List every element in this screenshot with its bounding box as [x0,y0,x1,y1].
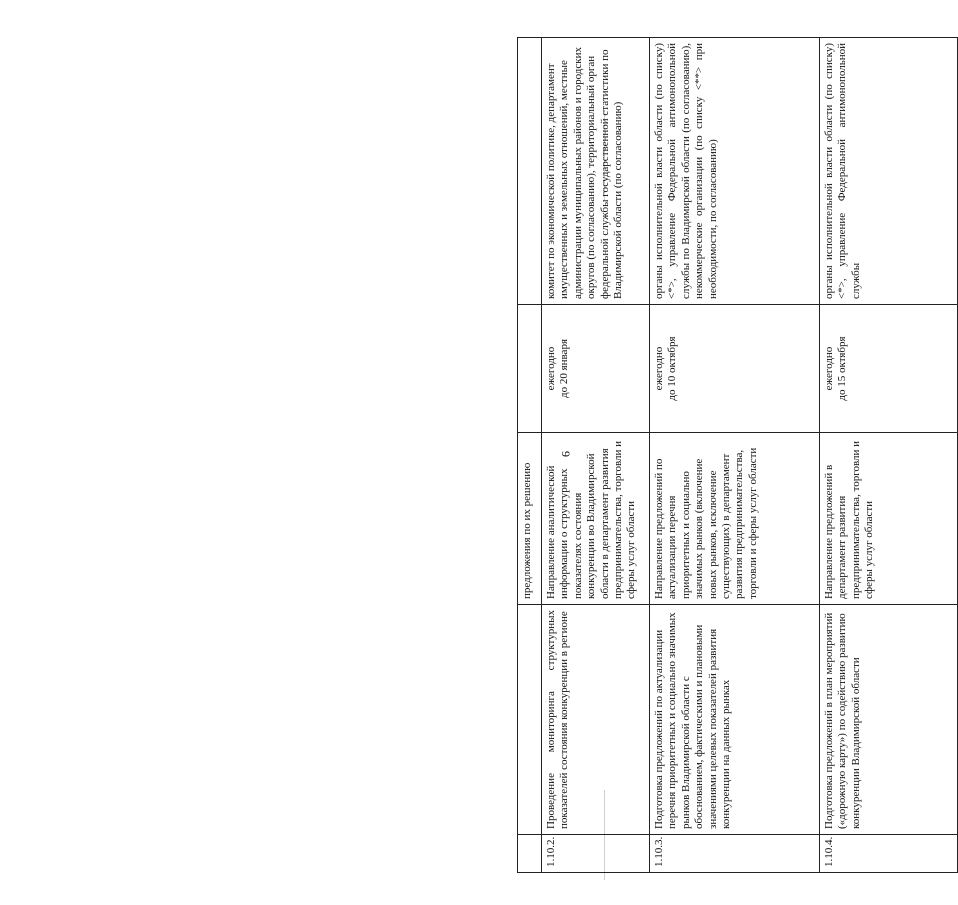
responsible-cell: органы исполнительной власти области (по списку) <*>, управление Федеральной антимонопольной службы по Владимирской области (по согласованию), некоммерческие организации (по списку <**> при необходимости, по согласованию) [650,38,820,305]
header-cell-result: предложения по их решению [518,433,542,605]
rotated-table-wrapper [517,38,957,873]
event-cell: Подготовка предложений по актуализации перечня приоритетных и социально значимых рынков Владимирской области с обоснованием, фактическими и плановыми значениями целевых показателей развития конкуренции на данных рынках [650,605,820,835]
page-number: 9 [559,451,573,457]
row-number: 1.10.2. [542,835,650,873]
table-row [650,38,820,873]
result-cell: Направление предложений по актуализации перечня приоритетных и социально значимых рынков (включение новых рынков, исключение существующих) в департамент развития предпринимательства, торговли и сферы услуг области [650,433,820,605]
deadline-date: до 20 января [558,338,571,399]
event-cell: Проведение мониторинга структурных показателей состояния конкуренции в регионе [542,605,650,835]
deadline-date: до 10 октября [666,336,679,401]
deadline-frequency: ежегодно [823,346,835,391]
table-row [820,38,958,873]
result-cell: Направление предложений в департамент развития предпринимательства, торговли и сферы услуг области [820,433,958,605]
header-cell-responsible [518,38,542,305]
event-cell: Подготовка предложений в план мероприятий («дорожную карту») по содействию развитию конкуренции Владимирской области [820,605,958,835]
responsible-cell: комитет по экономической политике, департамент имущественных и земельных отношений, местные администрации муниципальных районов и городских округов (по согласованию), территориальный орган федеральной службы государственной статистики по Владимирской области (по согласованию) [542,38,650,305]
deadline-frequency: ежегодно [653,346,665,391]
document-page [77,38,876,873]
header-cell-num [518,835,542,873]
deadline-cell [820,305,958,433]
header-cell-event [518,605,542,835]
deadline-cell [542,305,650,433]
deadline-cell [650,305,820,433]
deadline-date: до 15 октября [836,336,849,401]
row-number: 1.10.4. [820,835,958,873]
measures-table [517,37,958,873]
table-header-row [518,38,542,873]
header-cell-deadline [518,305,542,433]
deadline-frequency: ежегодно [545,346,557,391]
row-number: 1.10.3. [650,835,820,873]
result-cell: Направление аналитической информации о структурных показателях состояния конкуренции во Владимирской области в департамент развития предпринимательства, торговли и сферы услуг области [542,433,650,605]
table-row [542,38,650,873]
responsible-cell: органы исполнительной власти области (по списку) <*>, управление Федеральной антимонопольной службы [820,38,958,305]
